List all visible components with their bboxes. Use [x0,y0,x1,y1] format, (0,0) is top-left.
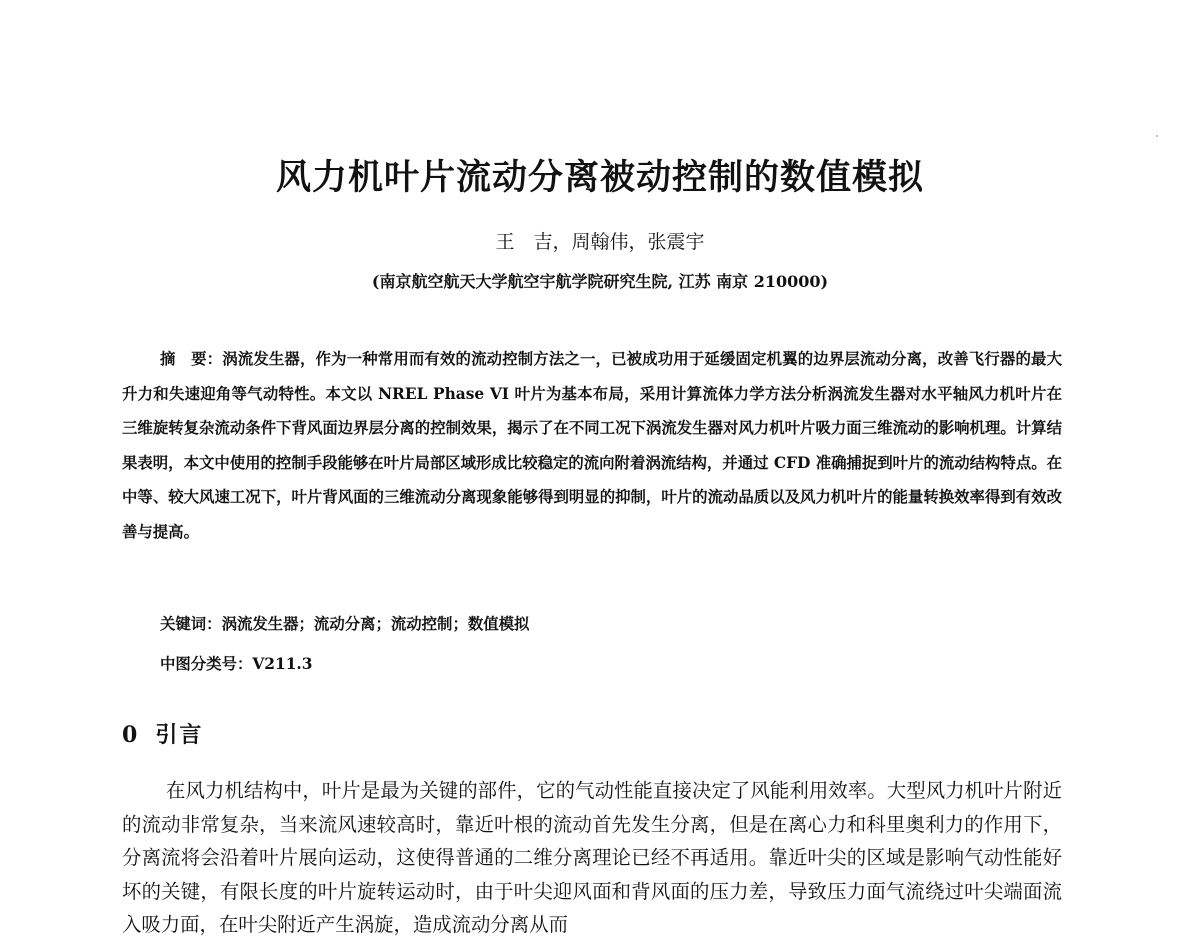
keywords-text: 涡流发生器；流动分离；流动控制；数值模拟 [221,615,530,633]
abstract [122,342,1062,549]
paper-title: 风力机叶片流动分离被动控制的数值模拟 [275,158,924,198]
keywords [160,610,1060,638]
section-heading [122,718,203,753]
section-number: 0 [122,722,138,748]
abstract-text: 涡流发生器，作为一种常用而有效的流动控制方法之一，已被成功用于延缓固定机翼的边界层流动分离，改善飞行器的最大升力和失速迎角等气动特性。本文以 NREL Phase VI 叶片为基本布局，采用计算流体力学方法分析涡流发生器对水平轴风力机叶片在三维旋转复杂流动条件下背风面边界层分离的控制效果，揭示了在不同工况下涡流发生器对风力机叶片吸力面三维流动的影响机理。计算结果表明，本文中使用的控制手段能够在叶片局部区域形成比较稳定的流向附着涡流结构，并通过 CFD 准确捕捉到叶片的流动结构特点。在中等、较大风速工况下，叶片背风面的三维流动分离现象能够得到明显的抑制，叶片的流动品质以及风力机叶片的能量转换效率得到有效改善与提高。 [122,350,1062,541]
classification-label: 中图分类号： [160,655,253,673]
author-list: 王 吉，周翰伟，张震宇 [495,231,705,253]
classification-number [160,650,1060,678]
keywords-label: 关键词： [160,615,222,633]
scan-speck [1156,135,1158,137]
abstract-label: 摘 要： [160,350,223,368]
intro-paragraph: 在风力机结构中，叶片是最为关键的部件，它的气动性能直接决定了风能利用效率。大型风力机叶片附近的流动非常复杂，当来流风速较高时，靠近叶根的流动首先发生分离，但是在离心力和科里奥利力的作用下，分离流将会沿着叶片展向运动，这使得普通的二维分离理论已经不再适用。靠近叶尖的区域是影响气动性能好坏的关键，有限长度的叶片旋转运动时，由于叶尖迎风面和背风面的压力差，导致压力面气流绕过叶尖端面流入吸力面，在叶尖附近产生涡旋，造成流动分离从而 [122,779,1062,936]
classification-text: V211.3 [252,655,313,673]
author-affiliation: (南京航空航天大学航空宇航学院研究生院, 江苏 南京 210000) [371,272,829,291]
section-title: 引言 [155,723,204,748]
